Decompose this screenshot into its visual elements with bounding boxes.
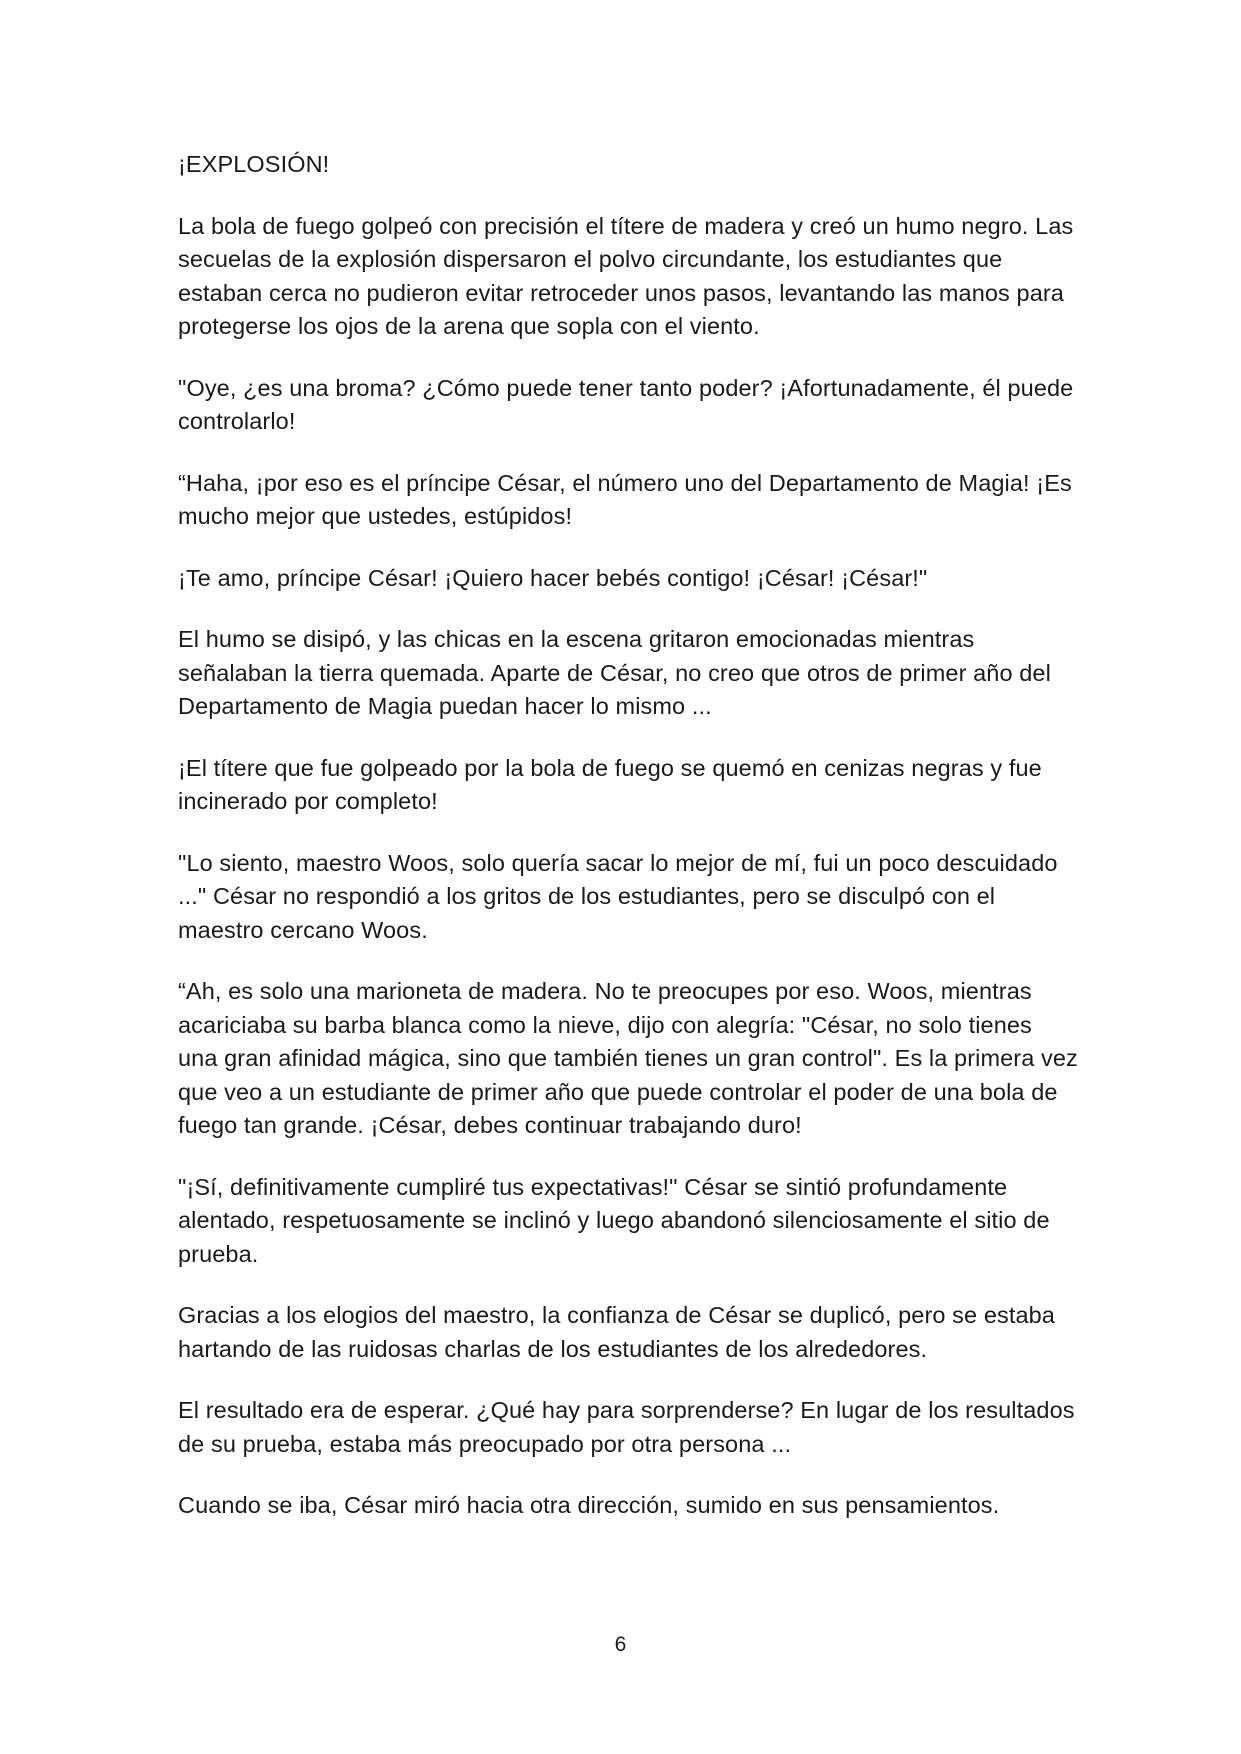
paragraph-fireball-impact: La bola de fuego golpeó con precisión el títere de madera y creó un humo negro. Las secuelas de la explosión dispersaron el polvo circundante, los estudiantes que estaban cerca no pudieron evitar retroceder unos pasos, levantando las manos para protegerse los ojos de la arena que sopla con el viento. (178, 212, 1074, 339)
paragraph-leaving: Cuando se iba, César miró hacia otra dirección, sumido en sus pensamientos. (178, 1492, 1000, 1518)
paragraph-apology: "Lo siento, maestro Woos, solo quería sacar lo mejor de mí, fui un poco descuidado ..." César no respondió a los gritos de los estudiantes, pero se disculpó con el maestro cercano Woos. (178, 849, 1058, 943)
paragraph-teacher-response: “Ah, es solo una marioneta de madera. No te preocupes por eso. Woos, mientras acariciaba su barba blanca como la nieve, dijo con alegría: "César, no solo tienes una gran afinidad mágica, sino que también tienes un gran control". Es la primera vez que veo a un estudiante de primer año que puede controlar el poder de una bola de fuego tan grande. ¡César, debes continuar trabajando duro! (178, 978, 1078, 1138)
page-number: 6 (614, 1633, 627, 1656)
paragraph-explosion: ¡EXPLOSIÓN! (178, 151, 330, 177)
paragraph-confidence: Gracias a los elogios del maestro, la confianza de César se duplicó, pero se estaba hartando de las ruidosas charlas de los estudiantes de los alrededores. (178, 1302, 1055, 1362)
paragraph-cesar-reply: "¡Sí, definitivamente cumpliré tus expectativas!" César se sintió profundamente alentado, respetuosamente se inclinó y luego abandonó silenciosamente el sitio de prueba. (178, 1173, 1050, 1267)
body-text (178, 148, 1078, 1551)
paragraph-smoke-cleared: El humo se disipó, y las chicas en la escena gritaron emocionadas mientras señalaban la tierra quemada. Aparte de César, no creo que otros de primer año del Departamento de Magia puedan hacer lo mismo ... (178, 626, 1051, 719)
paragraph-student-reaction: "Oye, ¿es una broma? ¿Cómo puede tener tanto poder? ¡Afortunadamente, él puede controlarlo! (178, 374, 1074, 434)
paragraph-expected-result: El resultado era de esperar. ¿Qué hay para sorprenderse? En lugar de los resultados de su prueba, estaba más preocupado por otra persona ... (178, 1397, 1075, 1457)
paragraph-girls-cheer: ¡Te amo, príncipe César! ¡Quiero hacer bebés contigo! ¡César! ¡César!" (178, 564, 928, 591)
paragraph-puppet-burned: ¡El títere que fue golpeado por la bola de fuego se quemó en cenizas negras y fue incinerado por completo! (178, 754, 1042, 814)
paragraph-prince-praise: “Haha, ¡por eso es el príncipe César, el número uno del Departamento de Magia! ¡Es mucho mejor que ustedes, estúpidos! (178, 469, 1072, 529)
